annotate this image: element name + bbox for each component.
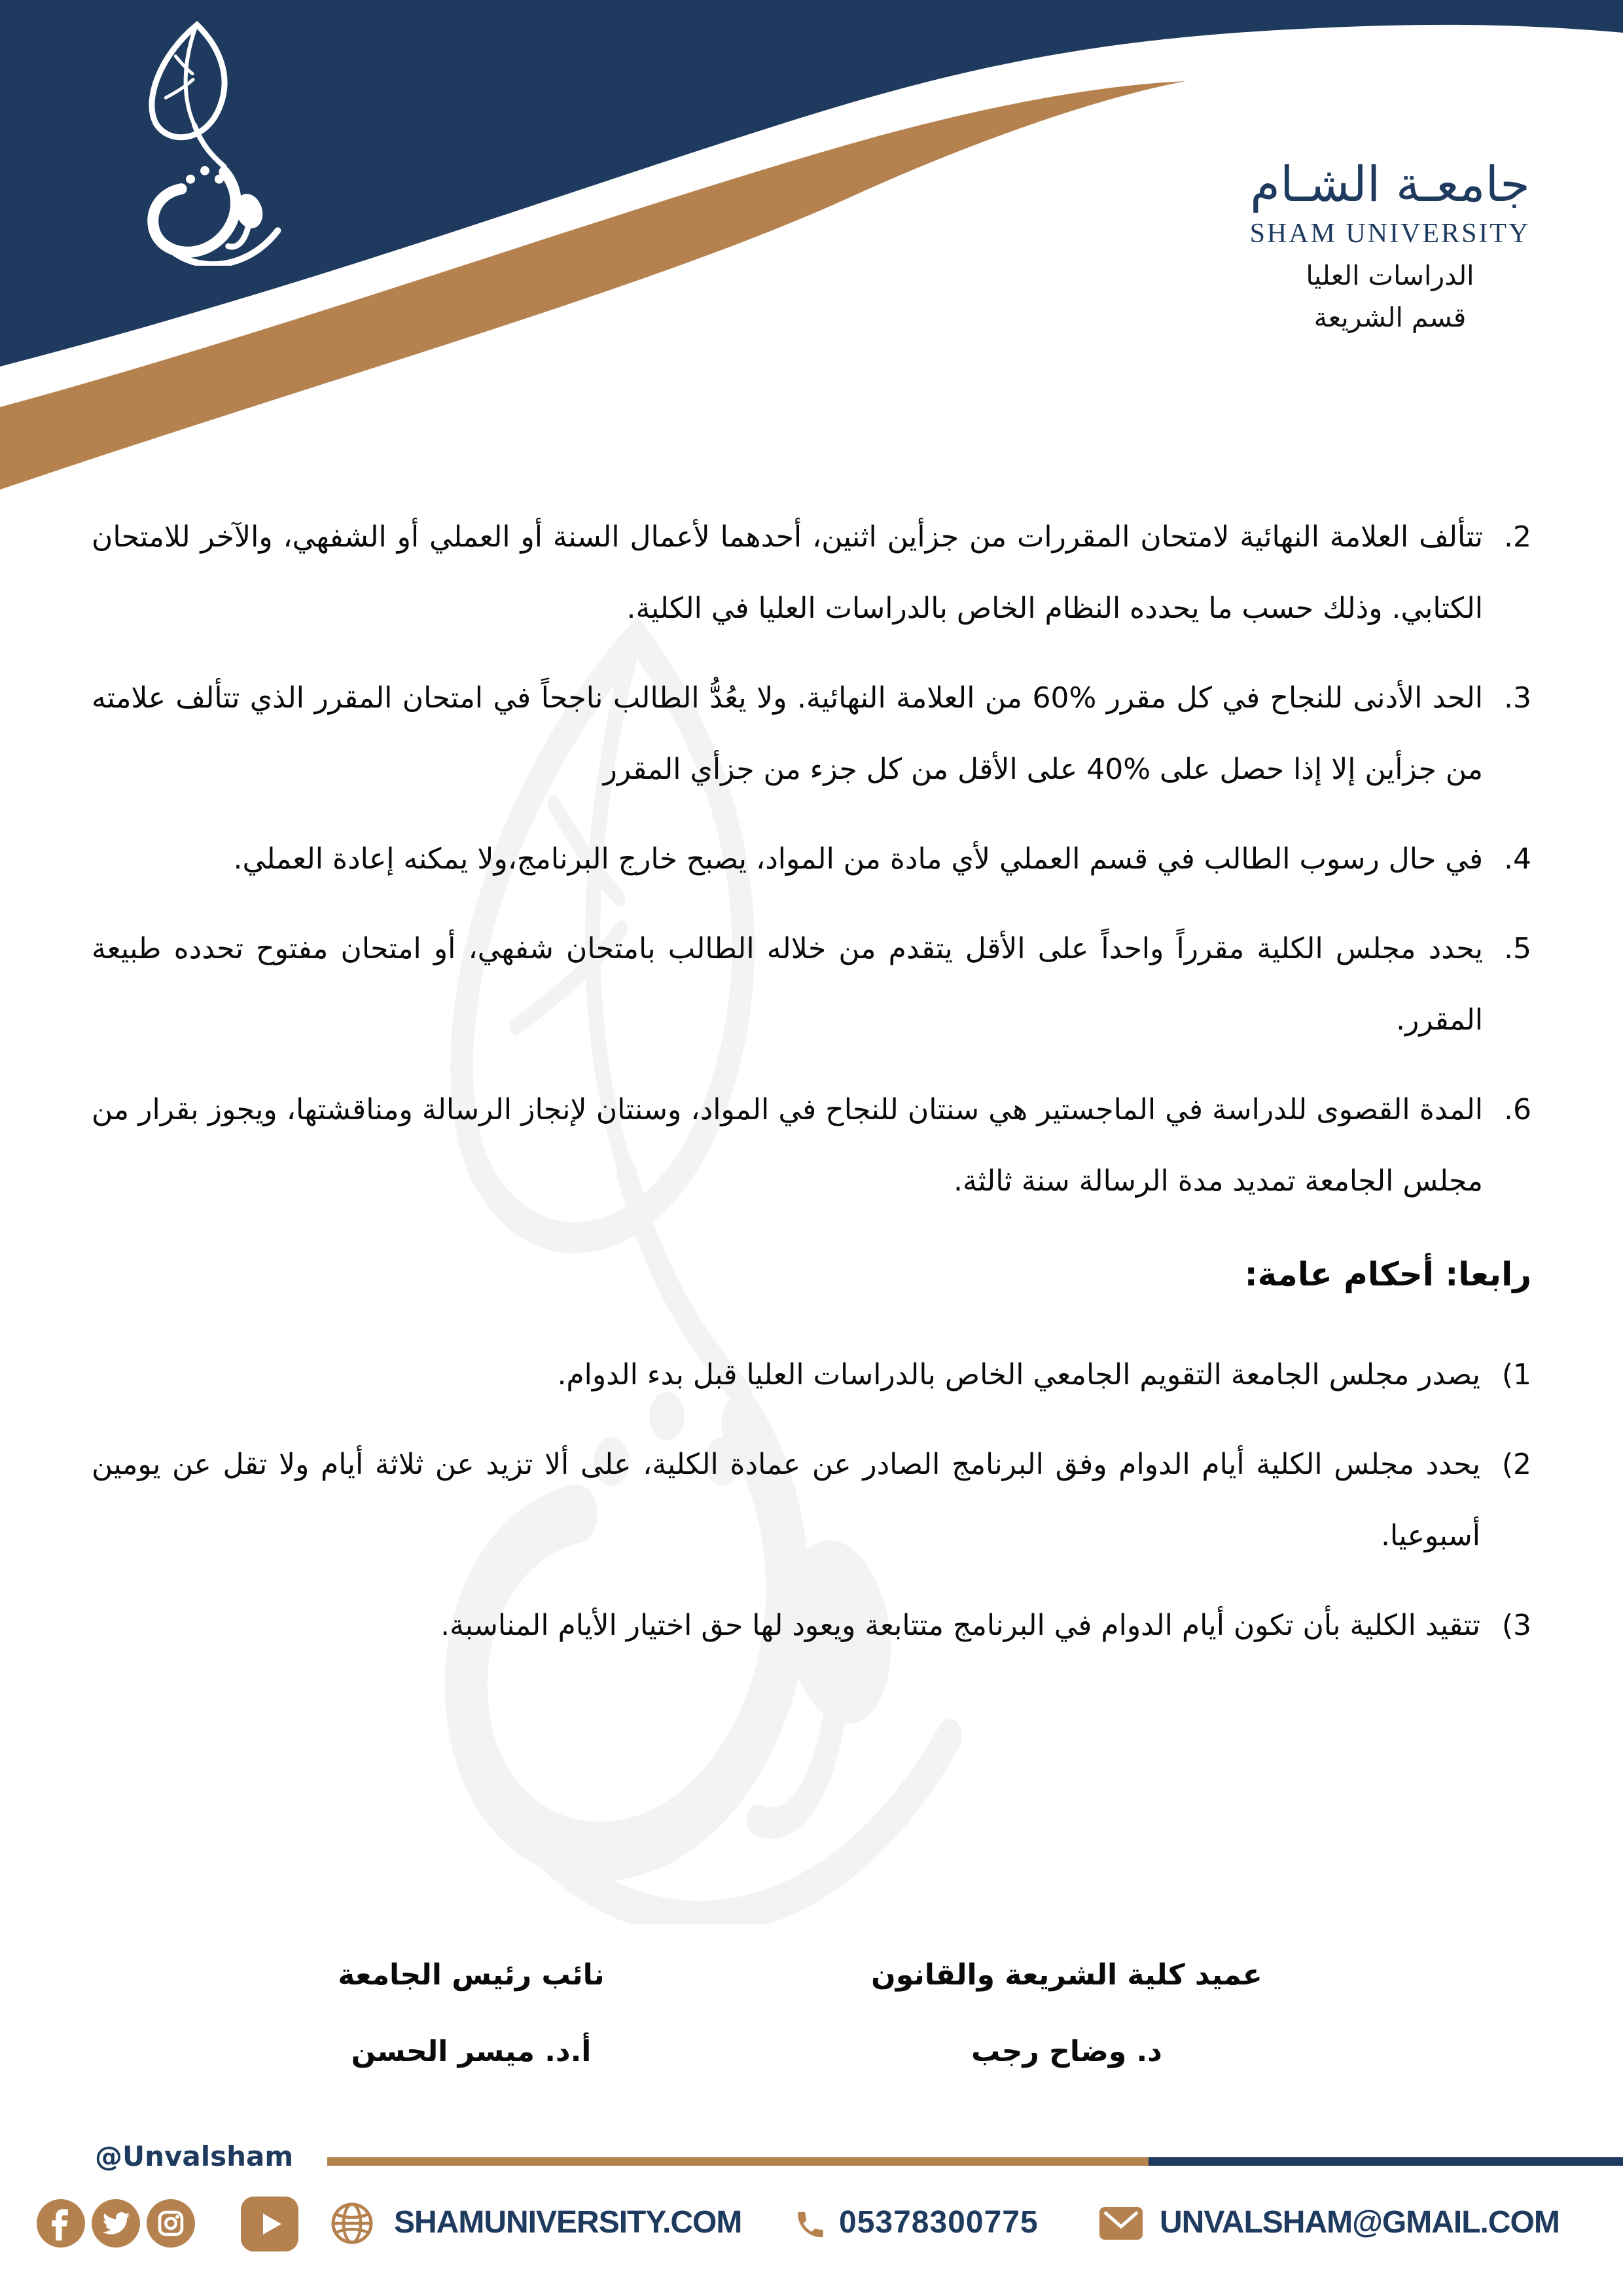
email-address: UNVALSHAM@GMAIL.COM: [1160, 2205, 1560, 2240]
graduate-studies-label: الدراسات العليا: [1306, 259, 1474, 291]
twitter-icon: [92, 2199, 140, 2248]
footer-divider-navy: [1149, 2157, 1623, 2166]
phone-number: 05378300775: [839, 2205, 1039, 2240]
instagram-icon: [147, 2199, 195, 2248]
phone-icon: [791, 2206, 829, 2244]
logo-leaf-calligraphy: [152, 25, 277, 264]
list-item-number: 2.: [1504, 520, 1531, 554]
list-item: [92, 1074, 1531, 1217]
youtube-icon: [241, 2197, 298, 2251]
footer-divider-tan: [327, 2157, 1149, 2166]
list-item-text: في حال رسوب الطالب في قسم العملي لأي مادة من المواد، يصبح خارج البرنامج،ولا يمكنه إعادة العملي.: [233, 842, 1483, 876]
university-name-english: SHAM UNIVERSITY: [1249, 218, 1531, 249]
list-item: [92, 913, 1531, 1056]
list-item: [92, 823, 1531, 895]
list-item: [92, 1429, 1531, 1571]
general-provisions-list: [92, 1339, 1531, 1661]
list-item-text: الحد الأدنى للنجاح في كل مقرر %60 من العلامة النهائية. ولا يعُدُّ الطالب ناجحاً في امتحان المقرر الذي تتألف علامته من جزأين إلا إذا حصل على %40 على الأقل من كل جزء من جزأي المقرر: [92, 681, 1483, 786]
list-item-number: 6.: [1504, 1093, 1531, 1126]
university-name-arabic: جامعـة الشـام: [1250, 156, 1530, 213]
vice-president-title: نائب رئيس الجامعة: [338, 1958, 605, 1992]
list-item-number: 2): [1501, 1448, 1531, 1481]
regulations-list: [92, 501, 1531, 1217]
department-label: قسم الشريعة: [1313, 301, 1467, 333]
social-handle: @Unvalsham: [95, 2140, 294, 2172]
list-item-text: المدة القصوى للدراسة في الماجستير هي سنتان للنجاح في المواد، وسنتان لإنجاز الرسالة ومناقشتها، ويجوز بقرار من مجلس الجامعة تمديد مدة الرسالة سنة ثالثة.: [92, 1093, 1483, 1198]
document-body: [92, 501, 1531, 1679]
website-url: SHAMUNIVERSITY.COM: [394, 2205, 742, 2240]
signature-dean: [818, 1958, 1315, 2068]
list-item: [92, 1339, 1531, 1410]
list-item-text: يصدر مجلس الجامعة التقويم الجامعي الخاص بالدراسات العليا قبل بدء الدوام.: [557, 1358, 1480, 1391]
list-item-number: 5.: [1504, 932, 1531, 965]
dean-title: عميد كلية الشريعة والقانون: [871, 1958, 1262, 1992]
list-item: [92, 501, 1531, 644]
facebook-icon: [37, 2199, 85, 2248]
list-item-number: 3): [1501, 1609, 1531, 1642]
list-item-number: 4.: [1504, 842, 1531, 876]
dean-name: د. وضاح رجب: [971, 2035, 1162, 2068]
vice-president-name: أ.د. ميسر الحسن: [351, 2035, 592, 2068]
list-item-text: تتقيد الكلية بأن تكون أيام الدوام في البرنامج متتابعة ويعود لها حق اختيار الأيام المناسبة.: [440, 1609, 1480, 1642]
email-icon: [1099, 2207, 1143, 2240]
list-item: [92, 662, 1531, 805]
list-item-text: يحدد مجلس الكلية أيام الدوام وفق البرنامج الصادر عن عمادة الكلية، على ألا تزيد عن ثلاثة أيام ولا تقل عن يومين أسبوعيا.: [92, 1448, 1480, 1552]
list-item: [92, 1590, 1531, 1661]
university-logo: [110, 18, 293, 266]
list-item-text: تتألف العلامة النهائية لامتحان المقررات من جزأين اثنين، أحدهما لأعمال السنة أو العملي أو الشفهي، والآخر للامتحان الكتابي. وذلك حسب ما يحدده النظام الخاص بالدراسات العليا في الكلية.: [92, 520, 1483, 625]
section-heading: رابعا: أحكام عامة:: [1244, 1255, 1531, 1293]
list-item-number: 1): [1501, 1358, 1531, 1391]
globe-icon: [330, 2202, 374, 2245]
list-item-number: 3.: [1504, 681, 1531, 715]
list-item-text: يحدد مجلس الكلية مقرراً واحداً على الأقل يتقدم من خلاله الطالب بامتحان شفهي، أو امتحان مفتوح تحدده طبيعة المقرر.: [92, 932, 1483, 1037]
signature-vice-president: [223, 1958, 720, 2068]
header-title-block: [1207, 154, 1573, 333]
